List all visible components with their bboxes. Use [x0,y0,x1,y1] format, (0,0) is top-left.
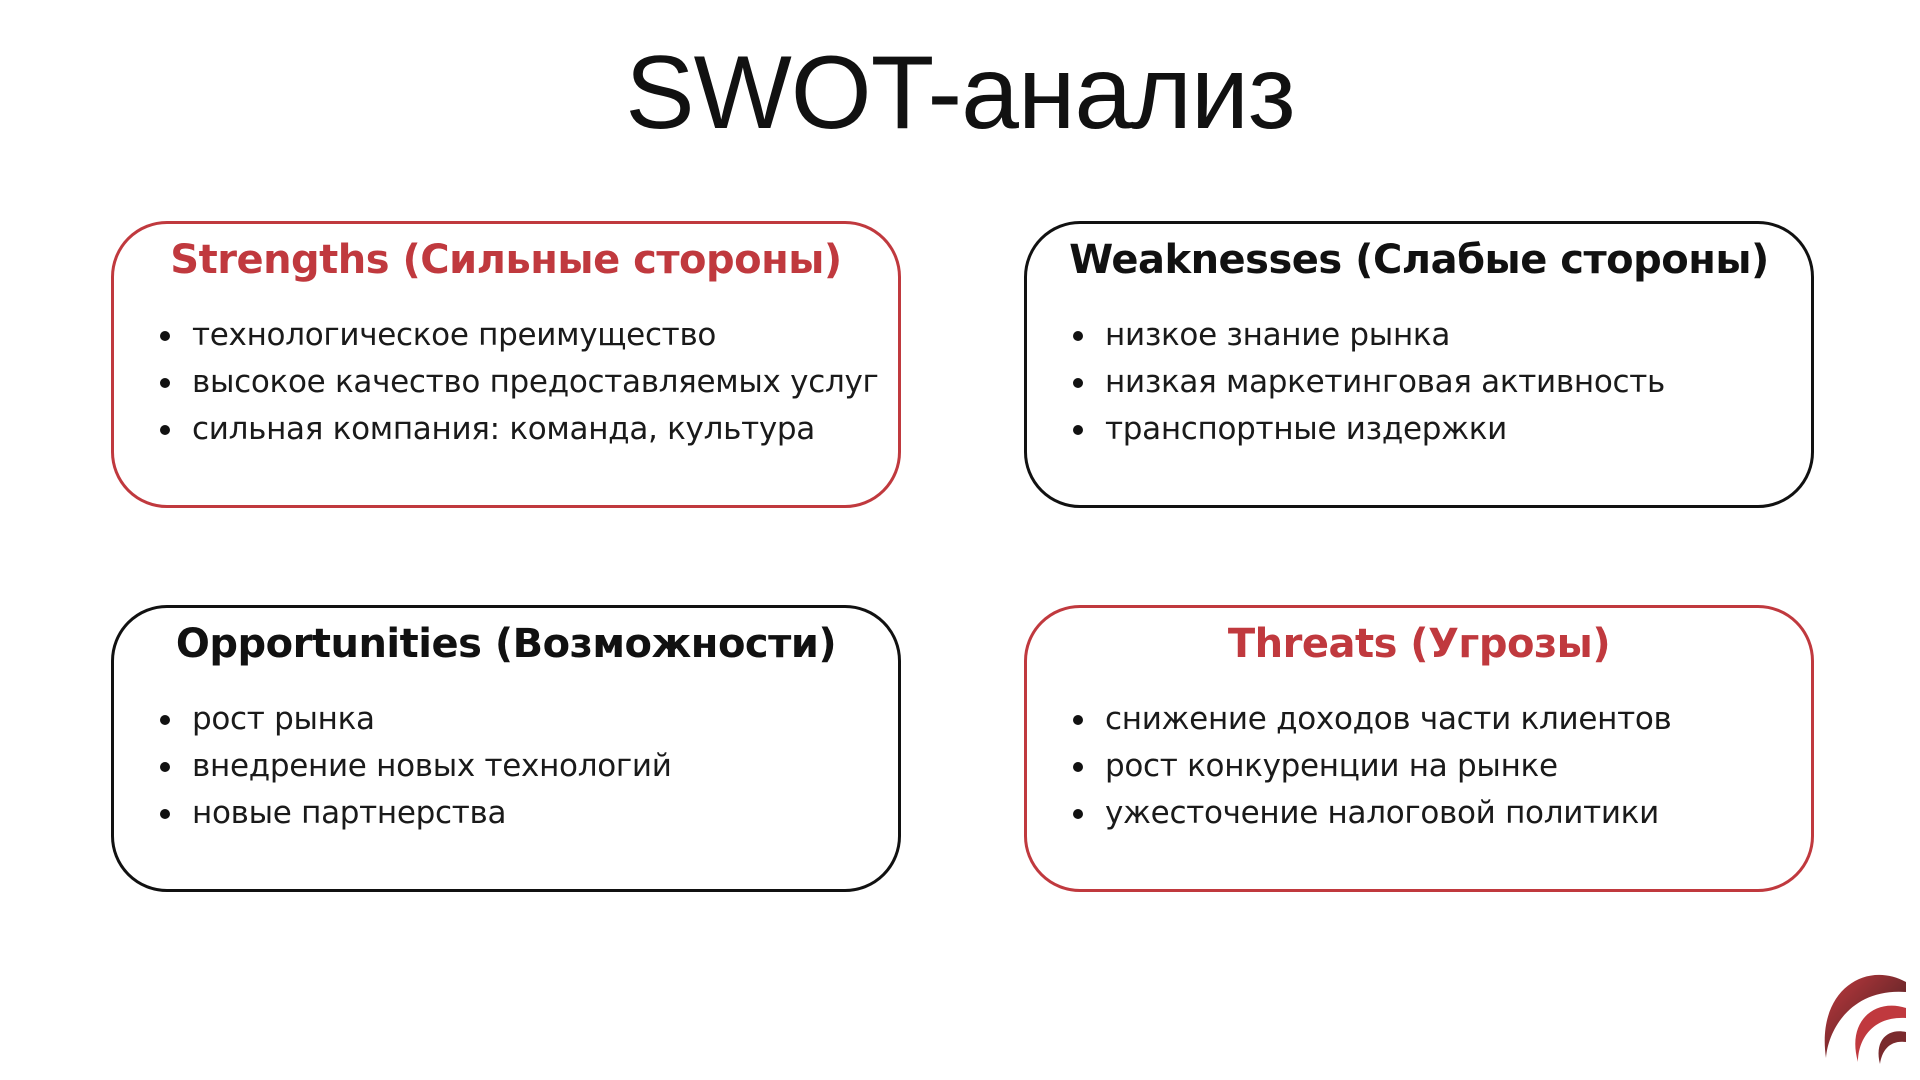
weaknesses-list [1071,312,1665,453]
threats-card [1024,605,1814,892]
list-item: высокое качество предоставляемых услуг [158,359,879,406]
weaknesses-card [1024,221,1814,508]
list-item: сильная компания: команда, культура [158,406,879,453]
opportunities-card [111,605,901,892]
list-item: технологическое преимущество [158,312,879,359]
opportunities-list [158,696,672,837]
list-item: снижение доходов части клиентов [1071,696,1671,743]
weaknesses-heading: Weaknesses (Слабые стороны) [1069,237,1769,283]
opportunities-heading: Opportunities (Возможности) [175,621,837,667]
list-item: рост конкуренции на рынке [1071,743,1671,790]
page-title: SWOT-анализ [625,35,1295,151]
list-item: новые партнерства [158,790,672,837]
strengths-card [111,221,901,508]
list-item: низкая маркетинговая активность [1071,359,1665,406]
list-item: низкое знание рынка [1071,312,1665,359]
list-item: внедрение новых технологий [158,743,672,790]
list-item: ужесточение налоговой политики [1071,790,1671,837]
brand-logo-icon [1806,960,1916,1070]
strengths-list [158,312,879,453]
list-item: рост рынка [158,696,672,743]
list-item: транспортные издержки [1071,406,1665,453]
threats-list [1071,696,1671,837]
threats-heading: Threats (Угрозы) [1227,621,1611,667]
strengths-heading: Strengths (Сильные стороны) [170,237,842,283]
